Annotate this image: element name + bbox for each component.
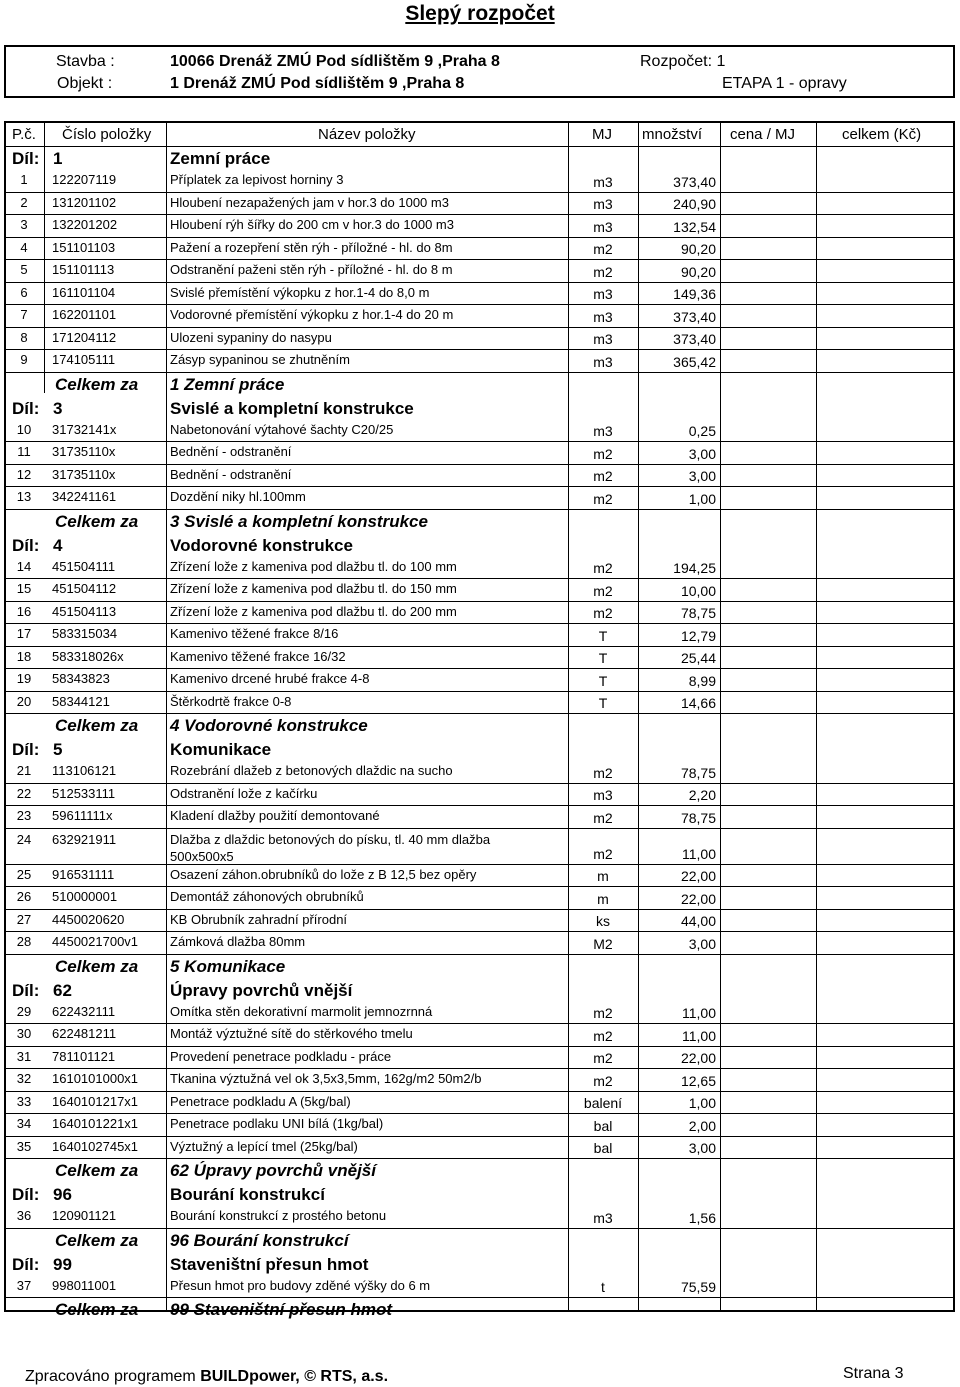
item-number: 16 <box>16 603 32 619</box>
item-number: 7 <box>20 307 28 322</box>
item-number: 6 <box>20 284 28 300</box>
item-unit: m2 <box>593 1072 613 1089</box>
item-quantity: 22,00 <box>680 1050 716 1066</box>
col-header-name: Název položky <box>318 126 416 143</box>
item-code: 122207119 <box>52 172 117 187</box>
item-quantity: 365,42 <box>673 353 716 370</box>
item-name: Příplatek za lepivost horniny 3 <box>170 172 344 187</box>
item-number: 5 <box>20 262 28 277</box>
column-header-row <box>6 123 953 147</box>
table-row <box>6 1137 953 1160</box>
item-unit: M2 <box>593 935 613 952</box>
item-unit: m2 <box>593 241 613 257</box>
total-section: 1 Zemní práce <box>170 374 285 394</box>
item-name: Výztužný a lepící tmel (25kg/bal) <box>170 1138 358 1154</box>
item-quantity: 132,54 <box>673 218 716 235</box>
item-name: Bednění - odstranění <box>170 466 292 482</box>
stavba-value: 10066 Drenáž ZMÚ Pod sídlištěm 9 ,Praha 8 <box>170 53 500 70</box>
item-unit: T <box>598 627 608 644</box>
item-number: 29 <box>16 1003 32 1019</box>
total-label: Celkem za <box>55 1300 139 1319</box>
item-number: 26 <box>16 889 32 904</box>
item-code: 161101104 <box>52 284 116 300</box>
item-quantity: 3,00 <box>688 1140 716 1156</box>
item-code: 451504113 <box>52 603 117 619</box>
item-name: Svislé přemístění výkopku z hor.1-4 do 8,0 m <box>170 284 430 300</box>
footer-program: BUILDpower, <box>200 1368 300 1385</box>
item-quantity: 1,00 <box>688 490 716 507</box>
section-number: 99 <box>53 1254 72 1274</box>
section-title: Komunikace <box>170 740 272 759</box>
item-number: 36 <box>16 1208 32 1223</box>
col-header-code: Číslo položky <box>62 126 152 143</box>
total-section: 96 Bourání konstrukcí <box>170 1230 349 1250</box>
item-unit: m3 <box>593 196 613 212</box>
item-code: 151101113 <box>52 262 115 277</box>
item-quantity: 78,75 <box>680 605 716 621</box>
table-row <box>6 420 953 443</box>
section-header <box>6 147 953 170</box>
item-unit: m3 <box>593 218 613 235</box>
section-total <box>6 714 953 738</box>
item-name: Odstranění lože z kačírku <box>170 785 318 801</box>
item-name: Nabetonování výtahové šachty C20/25 <box>170 421 394 437</box>
item-name: Demontáž záhonových obrubníků <box>170 889 364 904</box>
table-row <box>6 1114 953 1137</box>
table-row <box>6 602 953 625</box>
section-title: Bourání konstrukcí <box>170 1185 325 1204</box>
objekt-value: 1 Drenáž ZMÚ Pod sídlištěm 9 ,Praha 8 <box>170 75 465 92</box>
item-unit: m2 <box>593 468 613 484</box>
section-header <box>6 1253 953 1276</box>
table-row <box>6 215 953 238</box>
item-code: 512533111 <box>52 785 116 801</box>
section-title: Zemní práce <box>170 149 271 168</box>
section-header <box>6 979 953 1002</box>
item-unit: m2 <box>593 560 613 576</box>
col-header-pc: P.č. <box>12 126 36 143</box>
section-header <box>6 738 953 761</box>
item-unit: T <box>598 650 608 666</box>
item-name: Zřízení lože z kameniva pod dlažbu tl. do 200 mm <box>170 603 457 619</box>
item-code: 1610101000x1 <box>52 1071 139 1086</box>
item-unit: T <box>598 695 608 711</box>
item-code: 583318026x <box>52 648 124 664</box>
item-quantity: 373,40 <box>673 331 716 347</box>
item-number: 13 <box>16 489 32 504</box>
item-quantity: 3,00 <box>688 468 716 484</box>
item-code: 174105111 <box>52 352 116 367</box>
item-unit: m3 <box>593 173 613 190</box>
section-total <box>6 1298 953 1322</box>
item-quantity: 11,00 <box>682 845 716 862</box>
total-label: Celkem za <box>55 374 139 394</box>
item-code: 132201202 <box>52 217 118 232</box>
item-number: 12 <box>16 466 32 482</box>
item-unit: m2 <box>593 490 613 507</box>
section-title: Úpravy povrchů vnější <box>170 980 353 1000</box>
table-row <box>6 1276 953 1299</box>
item-number: 8 <box>20 329 28 345</box>
item-name: Hloubení rýh šířky do 200 cm v hor.3 do 1000 m3 <box>170 217 454 232</box>
item-name: Zřízení lože z kameniva pod dlažbu tl. do 150 mm <box>170 581 457 596</box>
item-unit: m3 <box>593 1209 613 1226</box>
section-title: Staveništní přesun hmot <box>170 1254 369 1274</box>
item-unit: m2 <box>593 445 613 462</box>
item-quantity: 240,90 <box>673 196 716 212</box>
table-row <box>6 829 953 865</box>
item-number: 24 <box>16 831 32 847</box>
item-unit: ks <box>596 913 610 929</box>
item-quantity: 194,25 <box>673 560 716 576</box>
item-code: 1640101217x1 <box>52 1093 139 1109</box>
item-quantity: 1,00 <box>688 1095 716 1111</box>
item-quantity: 14,66 <box>680 695 716 711</box>
section-title: Svislé a kompletní konstrukce <box>170 398 414 418</box>
item-name: Dlažba z dlaždic betonových do písku, tl. 40 mm dlažba <box>170 831 491 847</box>
item-number: 15 <box>16 581 32 596</box>
item-code: 31732141x <box>52 421 117 437</box>
table-row <box>6 193 953 216</box>
item-code: 4450020620 <box>52 911 125 927</box>
item-name-cont: 500x500x5 <box>170 848 234 864</box>
item-code: 998011001 <box>52 1277 117 1293</box>
item-unit: m2 <box>593 1027 613 1044</box>
section-label: Díl: <box>12 1185 40 1204</box>
item-name: Pažení a rozepření stěn rýh - příložné - hl. do 8m <box>170 239 453 255</box>
table-row <box>6 442 953 465</box>
item-name: Tkanina výztužná vel ok 3,5x3,5mm, 162g/m2 50m2/b <box>170 1071 482 1086</box>
item-unit: m2 <box>593 1005 613 1021</box>
item-name: Přesun hmot pro budovy zděné výšky do 6 m <box>170 1277 431 1293</box>
project-header <box>4 45 955 98</box>
col-header-qty: množství <box>642 126 703 143</box>
item-code: 120901121 <box>52 1208 117 1223</box>
item-code: 342241161 <box>52 489 117 504</box>
item-name: Montáž výztužné sítě do stěrkového tmelu <box>170 1026 413 1041</box>
total-section: 4 Vodorovné konstrukce <box>170 716 368 735</box>
item-code: 113106121 <box>52 763 117 778</box>
item-quantity: 2,20 <box>688 787 716 803</box>
item-unit: m3 <box>593 787 613 803</box>
item-unit: bal <box>593 1140 613 1156</box>
item-number: 3 <box>20 217 28 232</box>
total-section: 62 Úpravy povrchů vnější <box>170 1161 376 1180</box>
item-quantity: 3,00 <box>688 935 716 952</box>
item-unit: balení <box>583 1095 623 1111</box>
item-unit: bal <box>593 1117 613 1134</box>
item-number: 28 <box>16 934 32 949</box>
item-quantity: 12,79 <box>680 627 716 644</box>
item-name: Kladení dlažby použití demontované <box>170 808 380 823</box>
item-quantity: 2,00 <box>688 1117 716 1134</box>
footer-credit <box>25 1368 388 1386</box>
budget-table <box>4 121 955 1319</box>
table-row <box>6 487 953 510</box>
table-row <box>6 1002 953 1025</box>
item-number: 4 <box>20 239 28 255</box>
item-quantity: 78,75 <box>680 764 716 781</box>
section-label: Díl: <box>12 980 40 1000</box>
item-number: 1 <box>20 172 28 187</box>
item-quantity: 25,44 <box>680 650 716 666</box>
item-code: 916531111 <box>52 866 115 882</box>
section-label: Díl: <box>12 398 40 418</box>
item-unit: m2 <box>593 605 613 621</box>
item-code: 59611111x <box>52 808 113 823</box>
item-number: 17 <box>16 626 32 641</box>
item-code: 162201101 <box>52 307 117 322</box>
section-label: Díl: <box>12 740 40 759</box>
section-number: 3 <box>53 398 63 418</box>
item-quantity: 11,00 <box>682 1005 716 1021</box>
item-name: Rozebrání dlažeb z betonových dlaždic na sucho <box>170 763 453 778</box>
item-name: Štěrkodrtě frakce 0-8 <box>170 693 292 709</box>
footer-prefix: Zpracováno programem <box>25 1368 201 1385</box>
table-row <box>6 669 953 692</box>
item-number: 2 <box>20 194 28 210</box>
item-number: 14 <box>16 558 32 574</box>
item-number: 19 <box>16 671 32 686</box>
item-number: 37 <box>16 1277 32 1293</box>
item-name: Zásyp sypaninou se zhutněním <box>170 352 350 367</box>
item-code: 451504111 <box>52 558 116 574</box>
item-unit: m <box>597 868 609 884</box>
item-quantity: 75,59 <box>680 1279 716 1295</box>
table-row <box>6 932 953 955</box>
item-name: Bednění - odstranění <box>170 444 292 459</box>
table-row <box>6 260 953 283</box>
table-row <box>6 1092 953 1115</box>
item-code: 58344121 <box>52 693 110 709</box>
item-quantity: 11,00 <box>682 1027 716 1044</box>
table-row <box>6 910 953 933</box>
table-row <box>6 806 953 829</box>
item-code: 451504112 <box>52 581 117 596</box>
section-header <box>6 534 953 557</box>
section-label: Díl: <box>12 535 40 555</box>
table-row <box>6 579 953 602</box>
table-row <box>6 1047 953 1070</box>
section-total <box>6 1159 953 1183</box>
section-total <box>6 373 953 397</box>
item-name: Ulozeni sypaniny do nasypu <box>170 329 332 345</box>
item-quantity: 78,75 <box>680 809 716 826</box>
item-code: 510000001 <box>52 889 118 904</box>
item-quantity: 22,00 <box>680 868 716 884</box>
table-row <box>6 170 953 193</box>
section-total <box>6 955 953 979</box>
item-number: 23 <box>16 808 32 823</box>
objekt-label: Objekt : <box>57 75 113 92</box>
item-code: 131201102 <box>52 194 117 210</box>
section-title: Vodorovné konstrukce <box>170 535 353 555</box>
item-unit: m2 <box>593 845 613 862</box>
item-number: 32 <box>16 1071 32 1086</box>
item-number: 20 <box>16 693 32 709</box>
table-row <box>6 238 953 261</box>
stavba-label: Stavba : <box>56 53 115 70</box>
item-unit: m3 <box>593 308 613 325</box>
item-code: 31735110x <box>52 444 116 459</box>
table-row <box>6 887 953 910</box>
item-name: Provedení penetrace podkladu - práce <box>170 1048 392 1064</box>
item-code: 622432111 <box>52 1003 116 1019</box>
item-name: Penetrace podlaku UNI bílá (1kg/bal) <box>170 1116 384 1131</box>
col-header-unit-price: cena / MJ <box>730 126 796 143</box>
item-number: 9 <box>20 352 28 367</box>
table-row <box>6 784 953 807</box>
table-row <box>6 865 953 888</box>
item-quantity: 1,56 <box>688 1209 716 1226</box>
item-name: Hloubení nezapažených jam v hor.3 do 1000 m3 <box>170 194 449 210</box>
item-number: 22 <box>16 785 32 801</box>
table-row <box>6 328 953 351</box>
item-name: Kamenivo těžené frakce 16/32 <box>170 648 346 664</box>
rozpocet-label: Rozpočet: 1 <box>640 53 726 70</box>
item-quantity: 22,00 <box>680 890 716 907</box>
item-number: 35 <box>16 1138 32 1154</box>
item-number: 31 <box>16 1048 32 1064</box>
item-name: Kamenivo těžené frakce 8/16 <box>170 626 339 641</box>
section-label: Díl: <box>12 149 40 168</box>
item-quantity: 12,65 <box>680 1072 716 1089</box>
page-number: Strana 3 <box>843 1365 904 1382</box>
item-unit: m3 <box>593 331 613 347</box>
section-number: 62 <box>53 980 72 1000</box>
total-label: Celkem za <box>55 956 139 976</box>
total-label: Celkem za <box>55 716 139 735</box>
item-quantity: 90,20 <box>680 241 716 257</box>
item-number: 10 <box>16 421 32 437</box>
item-name: Dozdění niky hl.100mm <box>170 489 306 504</box>
section-number: 1 <box>53 149 63 168</box>
footer-company: © RTS, a.s. <box>299 1368 389 1385</box>
etapa-label: ETAPA 1 - opravy <box>722 75 847 92</box>
table-row <box>6 465 953 488</box>
item-quantity: 8,99 <box>688 672 716 689</box>
item-name: KB Obrubník zahradní přírodní <box>170 911 348 927</box>
item-number: 27 <box>16 911 32 927</box>
item-quantity: 10,00 <box>680 582 716 599</box>
item-name: Zřízení lože z kameniva pod dlažbu tl. do 100 mm <box>170 558 457 574</box>
item-quantity: 0,25 <box>688 423 716 439</box>
item-unit: t <box>601 1279 605 1295</box>
section-header <box>6 397 953 420</box>
total-label: Celkem za <box>55 1161 139 1180</box>
col-header-mj: MJ <box>592 126 612 143</box>
item-code: 583315034 <box>52 626 118 641</box>
section-header <box>6 1183 953 1206</box>
item-quantity: 90,20 <box>680 263 716 280</box>
item-unit: m2 <box>593 582 613 599</box>
section-label: Díl: <box>12 1254 40 1274</box>
section-number: 96 <box>53 1185 72 1204</box>
item-code: 58343823 <box>52 671 110 686</box>
table-row <box>6 1069 953 1092</box>
item-code: 151101103 <box>52 239 116 255</box>
item-unit: m2 <box>593 764 613 781</box>
item-code: 622481211 <box>52 1026 117 1041</box>
item-name: Kamenivo drcené hrubé frakce 4-8 <box>170 671 370 686</box>
table-row <box>6 350 953 373</box>
item-number: 25 <box>16 866 32 882</box>
item-code: 1640101221x1 <box>52 1116 139 1131</box>
item-name: Zámková dlažba 80mm <box>170 934 306 949</box>
table-row <box>6 283 953 306</box>
item-quantity: 149,36 <box>673 286 716 302</box>
total-label: Celkem za <box>55 1230 139 1250</box>
table-row <box>6 647 953 670</box>
item-unit: m3 <box>593 423 613 439</box>
item-code: 632921911 <box>52 831 117 847</box>
item-quantity: 3,00 <box>688 445 716 462</box>
item-unit: m2 <box>593 809 613 826</box>
item-code: 781101121 <box>52 1048 116 1064</box>
item-number: 30 <box>16 1026 32 1041</box>
item-number: 11 <box>17 444 31 459</box>
section-total <box>6 510 953 534</box>
item-code: 171204112 <box>52 329 117 345</box>
item-quantity: 373,40 <box>673 173 716 190</box>
item-quantity: 373,40 <box>673 308 716 325</box>
section-total <box>6 1229 953 1253</box>
item-code: 4450021700v1 <box>52 934 139 949</box>
col-header-total: celkem (Kč) <box>842 126 922 143</box>
item-name: Bourání konstrukcí z prostého betonu <box>170 1208 387 1223</box>
table-row <box>6 761 953 784</box>
total-section: 99 Staveništní přesun hmot <box>170 1300 392 1319</box>
item-number: 33 <box>16 1093 32 1109</box>
item-unit: m <box>597 890 609 907</box>
item-number: 18 <box>16 648 32 664</box>
item-code: 1640102745x1 <box>52 1138 139 1154</box>
item-unit: m2 <box>593 1050 613 1066</box>
page-title: Slepý rozpočet <box>405 2 555 25</box>
section-number: 5 <box>53 740 63 759</box>
item-unit: m3 <box>593 286 613 302</box>
item-name: Penetrace podkladu A (5kg/bal) <box>170 1093 351 1109</box>
total-section: 3 Svislé a kompletní konstrukce <box>170 511 428 531</box>
item-quantity: 44,00 <box>680 913 716 929</box>
table-row <box>6 1206 953 1229</box>
total-label: Celkem za <box>55 511 139 531</box>
item-number: 21 <box>16 763 32 778</box>
item-number: 34 <box>16 1116 32 1131</box>
item-name: Omítka stěn dekorativní marmolit jemnozrnná <box>170 1003 433 1019</box>
item-unit: m3 <box>593 353 613 370</box>
table-row <box>6 305 953 328</box>
item-unit: T <box>598 672 608 689</box>
table-row <box>6 692 953 715</box>
table-row <box>6 557 953 580</box>
item-name: Osazení záhon.obrubníků do lože z B 12,5 bez opěry <box>170 866 477 882</box>
table-row <box>6 1024 953 1047</box>
total-section: 5 Komunikace <box>170 956 286 976</box>
table-row <box>6 624 953 647</box>
item-name: Vodorovné přemístění výkopku z hor.1-4 do 20 m <box>170 307 454 322</box>
item-code: 31735110x <box>52 466 116 482</box>
item-name: Odstranění paženi stěn rýh - příložné - hl. do 8 m <box>170 262 453 277</box>
section-number: 4 <box>53 535 63 555</box>
item-unit: m2 <box>593 263 613 280</box>
